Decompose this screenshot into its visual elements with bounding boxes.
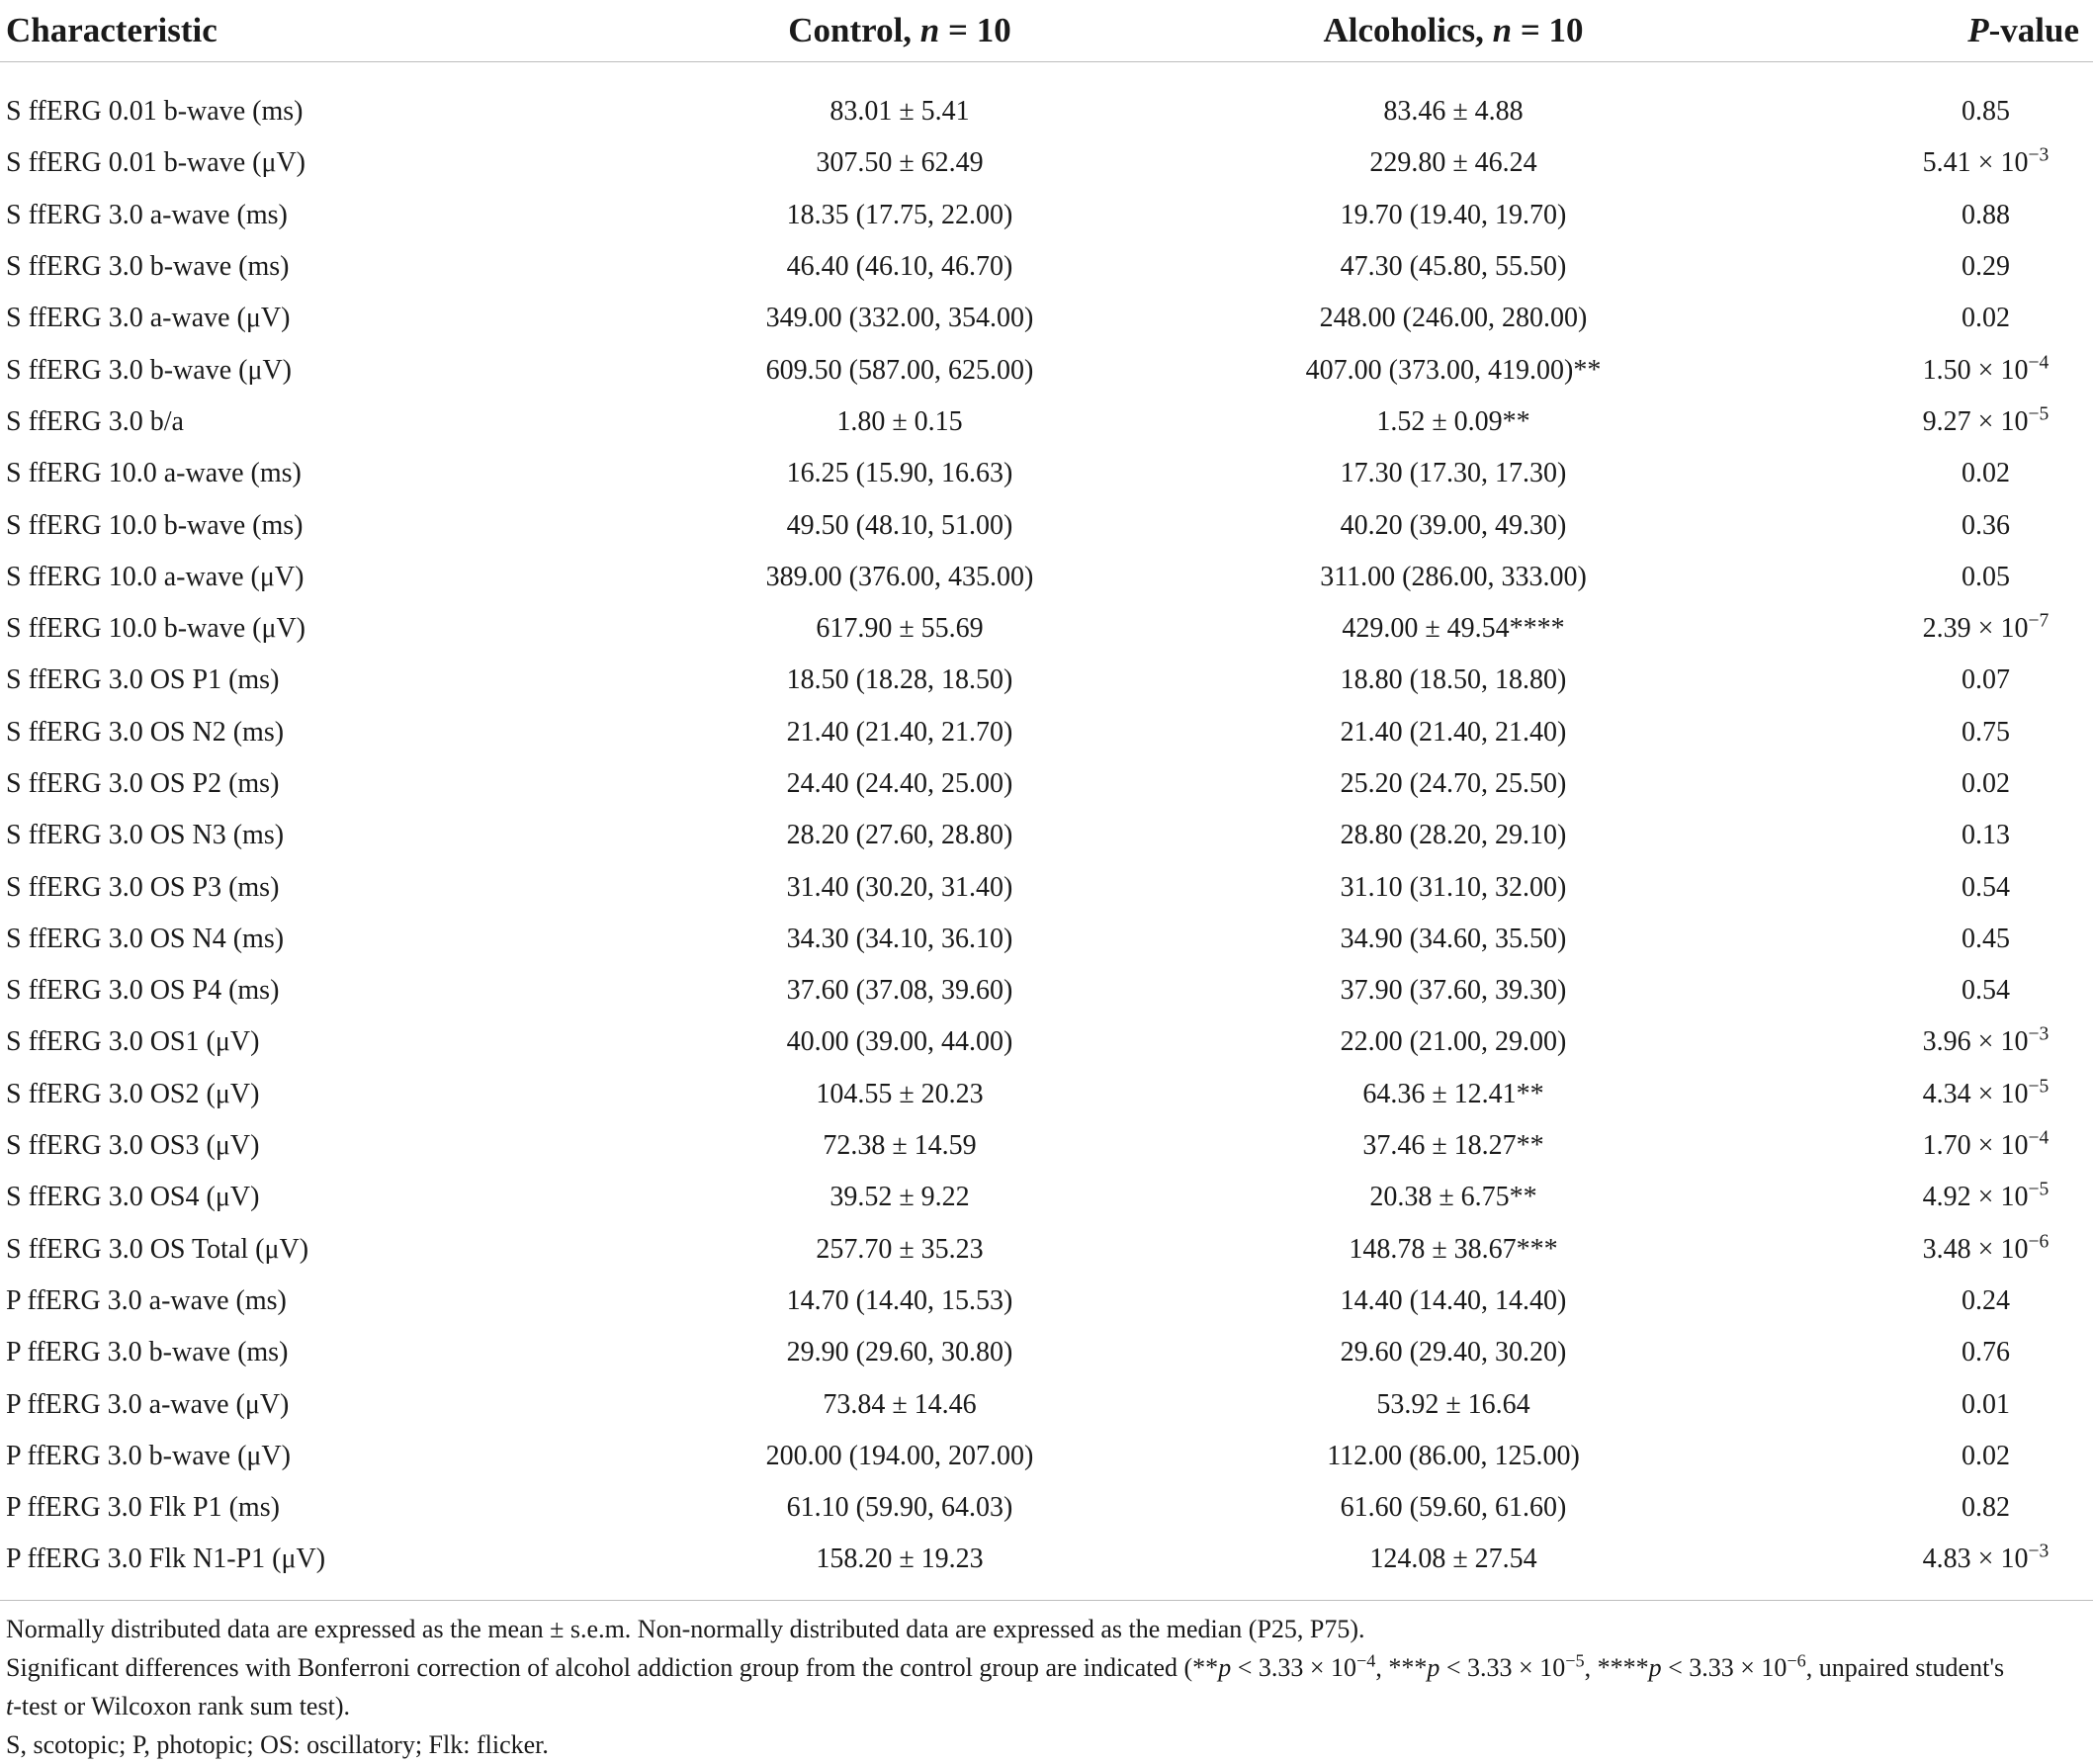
cell-characteristic: S ffERG 3.0 OS P4 (ms) [6,975,280,1007]
footnote-distribution: Normally distributed data are expressed as the mean ± s.e.m. Non-normally distributed data are expressed as the median (P25, P75). [6,1615,1365,1643]
cell-control: 349.00 (332.00, 354.00) [765,303,1034,334]
cell-alcoholics: 31.10 (31.10, 32.00) [1340,871,1567,903]
header-control-n: n [919,11,940,49]
table-row [0,552,2093,603]
header-control-text: Control, [788,11,920,49]
cell-pvalue [1799,190,2093,241]
cell-alcoholics: 37.90 (37.60, 39.30) [1340,975,1567,1007]
pvalue-base: 0.54 [1962,975,2010,1007]
pvalue-base: 0.29 [1962,251,2010,283]
pvalue-base: 0.82 [1962,1492,2010,1524]
cell-alcoholics: 14.40 (14.40, 14.40) [1340,1284,1567,1316]
pvalue-base: 0.75 [1962,716,2010,748]
cell-pvalue [1799,1431,2093,1482]
pvalue-base: 0.13 [1962,820,2010,851]
pvalue-base: 4.83 × 10 [1922,1544,2029,1575]
header-control [554,0,1078,62]
cell-alcoholics: 34.90 (34.60, 35.50) [1340,923,1567,954]
cell-pvalue [1799,1016,2093,1068]
cell-pvalue [1799,1482,2093,1534]
cell-characteristic: S ffERG 10.0 b-wave (μV) [6,613,305,645]
cell-control: 18.35 (17.75, 22.00) [786,199,1013,230]
pvalue-base: 4.34 × 10 [1922,1078,2029,1109]
cell-alcoholics: 112.00 (86.00, 125.00) [1327,1440,1580,1471]
pvalue-base: 0.54 [1962,871,2010,903]
footnote-sig-exp-2: −5 [1565,1650,1585,1671]
footnote-sig-text-7: , unpaired student's [1805,1653,2005,1682]
pvalue-exponent: −5 [2028,1076,2049,1098]
cell-control: 83.01 ± 5.41 [829,96,970,128]
table-row [0,707,2093,758]
cell-alcoholics: 47.30 (45.80, 55.50) [1340,251,1567,283]
cell-alcoholics: 25.20 (24.70, 25.50) [1340,768,1567,799]
cell-alcoholics: 37.46 ± 18.27** [1362,1130,1544,1162]
cell-alcoholics: 21.40 (21.40, 21.40) [1340,716,1567,748]
cell-characteristic: S ffERG 3.0 OS3 (μV) [6,1130,260,1162]
pvalue-base: 5.41 × 10 [1922,147,2029,179]
pvalue-base: 1.50 × 10 [1922,354,2029,386]
cell-alcoholics: 61.60 (59.60, 61.60) [1340,1492,1567,1524]
footnote-sig-text-1: Significant differences with Bonferroni correction of alcohol addiction group from the control group are indicated (** [6,1653,1219,1682]
cell-control: 609.50 (587.00, 625.00) [765,354,1034,386]
pvalue-exponent: −3 [2028,145,2049,167]
cell-characteristic: S ffERG 3.0 OS P3 (ms) [6,871,280,903]
cell-pvalue [1799,914,2093,965]
table-row [0,499,2093,551]
table-row [0,1431,2093,1482]
cell-characteristic: S ffERG 10.0 a-wave (ms) [6,458,302,489]
table-row [0,914,2093,965]
cell-control: 37.60 (37.08, 39.60) [786,975,1013,1007]
cell-characteristic: P ffERG 3.0 Flk P1 (ms) [6,1492,280,1524]
cell-pvalue [1799,1534,2093,1600]
cell-characteristic: S ffERG 3.0 OS N3 (ms) [6,820,285,851]
table-row [0,448,2093,499]
cell-alcoholics: 18.80 (18.50, 18.80) [1340,664,1567,696]
cell-characteristic: S ffERG 3.0 OS P2 (ms) [6,768,280,799]
cell-alcoholics: 19.70 (19.40, 19.70) [1340,199,1567,230]
cell-control: 40.00 (39.00, 44.00) [786,1026,1013,1058]
table-row [0,758,2093,810]
header-row [0,0,2093,62]
cell-characteristic: S ffERG 3.0 b/a [6,405,184,437]
table-row [0,1482,2093,1534]
cell-alcoholics: 64.36 ± 12.41** [1362,1078,1544,1109]
cell-pvalue [1799,1069,2093,1120]
cell-alcoholics: 429.00 ± 49.54**** [1342,613,1565,645]
pvalue-base: 0.01 [1962,1388,2010,1420]
cell-characteristic: S ffERG 3.0 OS2 (μV) [6,1078,260,1109]
cell-control: 28.20 (27.60, 28.80) [786,820,1013,851]
cell-pvalue [1799,137,2093,189]
table-row [0,1534,2093,1600]
table-footnotes [6,1610,2087,1764]
cell-control: 29.90 (29.60, 30.80) [786,1337,1013,1368]
cell-control: 307.50 ± 62.49 [816,147,984,179]
cell-control: 46.40 (46.10, 46.70) [786,251,1013,283]
cell-characteristic: S ffERG 3.0 OS4 (μV) [6,1182,260,1213]
cell-control: 31.40 (30.20, 31.40) [786,871,1013,903]
footnote-sig-text-2: < 3.33 × 10 [1231,1653,1357,1682]
cell-control: 104.55 ± 20.23 [816,1078,984,1109]
cell-characteristic: S ffERG 3.0 OS Total (μV) [6,1233,309,1265]
cell-pvalue [1799,1120,2093,1172]
footnote-sig-text-3: , *** [1375,1653,1428,1682]
cell-alcoholics: 40.20 (39.00, 49.30) [1340,509,1567,541]
pvalue-exponent: −3 [2028,1542,2049,1563]
cell-alcoholics: 311.00 (286.00, 333.00) [1320,561,1587,592]
pvalue-base: 2.39 × 10 [1922,613,2029,645]
table-row [0,1378,2093,1430]
cell-pvalue [1799,810,2093,861]
pvalue-exponent: −3 [2028,1024,2049,1046]
cell-pvalue [1799,861,2093,913]
cell-alcoholics: 124.08 ± 27.54 [1078,1534,1799,1600]
pvalue-base: 0.24 [1962,1284,2010,1316]
footnote-sig-p-3: p [1648,1653,1662,1682]
table-row [0,603,2093,655]
cell-pvalue [1799,62,2093,138]
pvalue-exponent: −6 [2028,1231,2049,1253]
cell-alcoholics: 20.38 ± 6.75** [1369,1182,1537,1213]
footnote-sig-p-1: p [1218,1653,1232,1682]
pvalue-base: 0.76 [1962,1337,2010,1368]
pvalue-base: 0.85 [1962,96,2010,128]
pvalue-base: 0.02 [1962,1440,2010,1471]
table-row [0,190,2093,241]
table-row [0,241,2093,293]
cell-pvalue [1799,603,2093,655]
table-row [0,397,2093,448]
footnote-sig-text-9: -test or Wilcoxon rank sum test). [13,1692,350,1720]
cell-alcoholics: 28.80 (28.20, 29.10) [1340,820,1567,851]
pvalue-base: 0.07 [1962,664,2010,696]
pvalue-exponent: −5 [2028,403,2049,425]
cell-control: 18.50 (18.28, 18.50) [786,664,1013,696]
cell-pvalue [1799,397,2093,448]
cell-characteristic: P ffERG 3.0 b-wave (ms) [6,1337,289,1368]
cell-pvalue [1799,1327,2093,1378]
pvalue-base: 0.88 [1962,199,2010,230]
table-row [0,1327,2093,1378]
cell-pvalue [1799,448,2093,499]
cell-alcoholics: 229.80 ± 46.24 [1369,147,1537,179]
cell-control: 257.70 ± 35.23 [816,1233,984,1265]
header-characteristic [0,0,554,62]
cell-pvalue [1799,655,2093,706]
cell-characteristic: P ffERG 3.0 b-wave (μV) [6,1440,291,1471]
table-row [0,861,2093,913]
table-body [0,62,2093,1601]
cell-control: 34.30 (34.10, 36.10) [786,923,1013,954]
cell-characteristic: S ffERG 0.01 b-wave (μV) [6,147,305,179]
table-row [0,344,2093,396]
table-row [0,810,2093,861]
cell-alcoholics: 53.92 ± 16.64 [1376,1388,1530,1420]
header-alcoholics-n: n [1492,11,1513,49]
cell-pvalue [1799,1378,2093,1430]
cell-alcoholics: 407.00 (373.00, 419.00)** [1305,354,1602,386]
table-row [0,1172,2093,1223]
table-row [0,137,2093,189]
table-row [0,293,2093,344]
footnote-sig-exp-3: −6 [1787,1650,1806,1671]
cell-characteristic: S ffERG 10.0 a-wave (μV) [6,561,305,592]
cell-pvalue [1799,499,2093,551]
footnote-significance [6,1648,2087,1725]
footnote-sig-t: t [6,1692,14,1720]
table-row [0,965,2093,1016]
header-pvalue [1799,0,2093,62]
cell-characteristic: S ffERG 3.0 OS P1 (ms) [6,664,280,696]
cell-control: 14.70 (14.40, 15.53) [786,1284,1013,1316]
cell-characteristic: S ffERG 3.0 b-wave (ms) [6,251,290,283]
header-alcoholics-count: = 10 [1512,11,1584,49]
cell-characteristic: S ffERG 3.0 a-wave (μV) [6,303,291,334]
cell-alcoholics: 148.78 ± 38.67*** [1349,1233,1558,1265]
cell-control: 200.00 (194.00, 207.00) [765,1440,1034,1471]
header-characteristic-text: Characteristic [6,11,218,49]
footnote-sig-text-4: < 3.33 × 10 [1439,1653,1566,1682]
cell-characteristic: P ffERG 3.0 a-wave (μV) [6,1388,290,1420]
header-alcoholics [1078,0,1799,62]
table-header [0,0,2093,62]
cell-pvalue [1799,293,2093,344]
cell-characteristic: P ffERG 3.0 Flk N1-P1 (μV) [0,1534,554,1600]
cell-control: 61.10 (59.90, 64.03) [786,1492,1013,1524]
table-row [0,1224,2093,1276]
header-pvalue-text: -value [1988,11,2079,49]
cell-characteristic: S ffERG 3.0 OS N2 (ms) [6,716,285,748]
table-row [0,1016,2093,1068]
pvalue-base: 9.27 × 10 [1922,405,2029,437]
pvalue-base: 3.96 × 10 [1922,1026,2029,1058]
cell-control: 16.25 (15.90, 16.63) [786,458,1013,489]
table-row [0,62,2093,138]
cell-control: 73.84 ± 14.46 [823,1388,977,1420]
cell-alcoholics: 83.46 ± 4.88 [1383,96,1524,128]
header-pvalue-p: P [1967,11,1989,49]
cell-pvalue [1799,758,2093,810]
cell-alcoholics: 22.00 (21.00, 29.00) [1340,1026,1567,1058]
table-row [0,1276,2093,1327]
cell-characteristic: S ffERG 3.0 OS1 (μV) [6,1026,260,1058]
pvalue-base: 0.05 [1962,561,2010,592]
footnote-sig-text-6: < 3.33 × 10 [1661,1653,1788,1682]
cell-characteristic: S ffERG 3.0 b-wave (μV) [6,354,292,386]
cell-control: 49.50 (48.10, 51.00) [786,509,1013,541]
footnote-abbreviations: S, scotopic; P, photopic; OS: oscillatory; Flk: flicker. [6,1730,549,1759]
cell-characteristic: S ffERG 3.0 a-wave (ms) [6,199,288,230]
cell-characteristic: P ffERG 3.0 a-wave (ms) [6,1284,287,1316]
cell-pvalue [1799,1224,2093,1276]
cell-pvalue [1799,552,2093,603]
cell-control: 1.80 ± 0.15 [836,405,963,437]
cell-control: 21.40 (21.40, 21.70) [786,716,1013,748]
cell-pvalue [1799,965,2093,1016]
cell-pvalue [1799,344,2093,396]
header-alcoholics-text: Alcoholics, [1323,11,1493,49]
cell-pvalue [1799,707,2093,758]
cell-pvalue [1799,241,2093,293]
header-control-count: = 10 [939,11,1011,49]
pvalue-base: 3.48 × 10 [1922,1233,2029,1265]
cell-control: 389.00 (376.00, 435.00) [765,561,1034,592]
cell-characteristic: S ffERG 10.0 b-wave (ms) [6,509,304,541]
pvalue-exponent: −7 [2028,610,2049,632]
cell-pvalue [1799,1276,2093,1327]
cell-alcoholics: 17.30 (17.30, 17.30) [1340,458,1567,489]
cell-control: 158.20 ± 19.23 [554,1534,1078,1600]
table-row [0,1120,2093,1172]
pvalue-exponent: −5 [2028,1180,2049,1201]
cell-pvalue [1799,1172,2093,1223]
cell-control: 617.90 ± 55.69 [816,613,984,645]
cell-alcoholics: 29.60 (29.40, 30.20) [1340,1337,1567,1368]
cell-control: 39.52 ± 9.22 [829,1182,970,1213]
table-row [0,655,2093,706]
cell-characteristic: S ffERG 0.01 b-wave (ms) [6,96,304,128]
cell-alcoholics: 248.00 (246.00, 280.00) [1319,303,1588,334]
footnote-sig-text-5: , **** [1584,1653,1649,1682]
cell-characteristic: S ffERG 3.0 OS N4 (ms) [6,923,285,954]
pvalue-base: 0.36 [1962,509,2010,541]
pvalue-base: 4.92 × 10 [1922,1182,2029,1213]
cell-control: 24.40 (24.40, 25.00) [786,768,1013,799]
cell-control: 72.38 ± 14.59 [823,1130,977,1162]
pvalue-base: 1.70 × 10 [1922,1130,2029,1162]
pvalue-exponent: −4 [2028,1127,2049,1149]
footnote-sig-p-2: p [1427,1653,1440,1682]
pvalue-base: 0.45 [1962,923,2010,954]
pvalue-base: 0.02 [1962,768,2010,799]
table-row [0,1069,2093,1120]
pvalue-base: 0.02 [1962,303,2010,334]
footnote-sig-exp-1: −4 [1356,1650,1376,1671]
pvalue-base: 0.02 [1962,458,2010,489]
pvalue-exponent: −4 [2028,352,2049,374]
cell-alcoholics: 1.52 ± 0.09** [1376,405,1530,437]
